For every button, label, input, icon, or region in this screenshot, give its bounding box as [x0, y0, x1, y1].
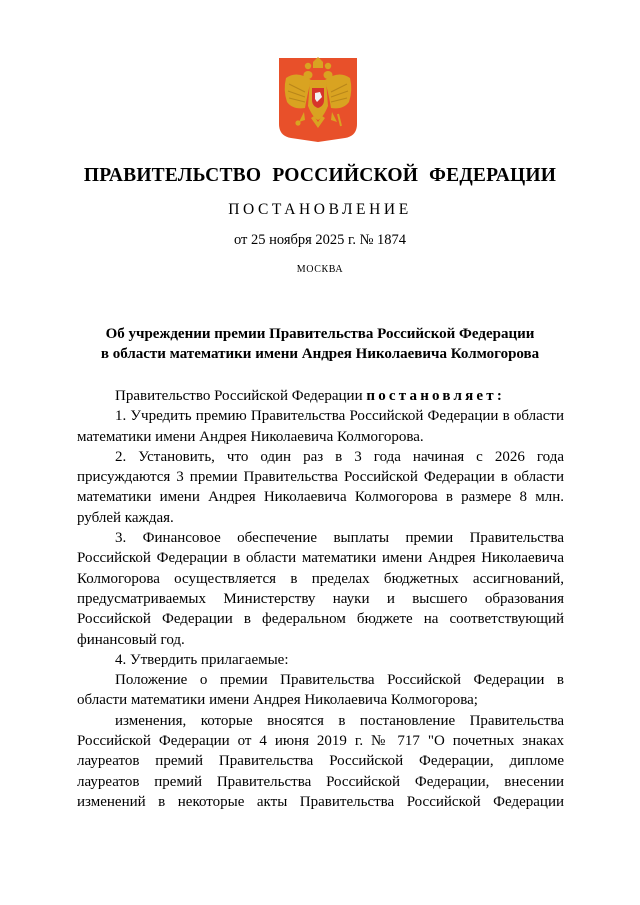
document-kind: ПОСТАНОВЛЕНИЕ	[228, 201, 412, 218]
clause-4: 4. Утвердить прилагаемые:	[115, 651, 289, 668]
document-date-number: от 25 ноября 2025 г. № 1874	[233, 232, 407, 248]
preamble-text: Правительство Российской Федерации	[115, 388, 367, 404]
government-title: ПРАВИТЕЛЬСТВО РОССИЙСКОЙ ФЕДЕРАЦИИ	[83, 165, 557, 186]
subject-line-2: в области математики имени Андрея Николаевича Колмогорова	[100, 346, 540, 362]
preamble-verb: постановляет:	[366, 388, 506, 404]
clause-3: 3. Финансовое обеспечение выплаты премии Правительства Российской Федерации в области математики имени Андрея Николаевича Колмогорова осуществляется в пределах бюджетных ассигнований, предусматриваемых Министерству науки и высшего образования Российской Федерации в федеральном бюджете на соответствующий финансовый год.	[77, 530, 564, 648]
document-city: МОСКВА	[296, 264, 344, 275]
clause-4-item-2: изменения, которые вносятся в постановление Правительства Российской Федерации от 4 июня 2019 г. № 717 "О почетных знаках лауреатов премий Правительства Российской Федерации, дипломе лауреатов премий Правительства Российской Федерации, внесении изменений в некоторые акты Правительства Российской Федерации	[77, 712, 564, 810]
subject-line-1: Об учреждении премии Правительства Российской Федерации	[105, 326, 535, 342]
russian-coat-of-arms-icon	[277, 56, 359, 144]
preamble-paragraph	[77, 386, 564, 406]
document-body	[77, 386, 564, 812]
clause-4-item-1: Положение о премии Правительства Российской Федерации в области математики имени Андрея Николаевича Колмогорова;	[77, 672, 564, 709]
clause-1: 1. Учредить премию Правительства Российской Федерации в области математики имени Андрея Николаевича Колмогорова.	[77, 408, 564, 445]
clause-2: 2. Установить, что один раз в 3 года начиная с 2026 года присуждаются 3 премии Правительства Российской Федерации в области математики имени Андрея Николаевича Колмогорова в размере 8 млн. рублей каждая.	[77, 448, 564, 526]
document-subject	[60, 324, 580, 364]
